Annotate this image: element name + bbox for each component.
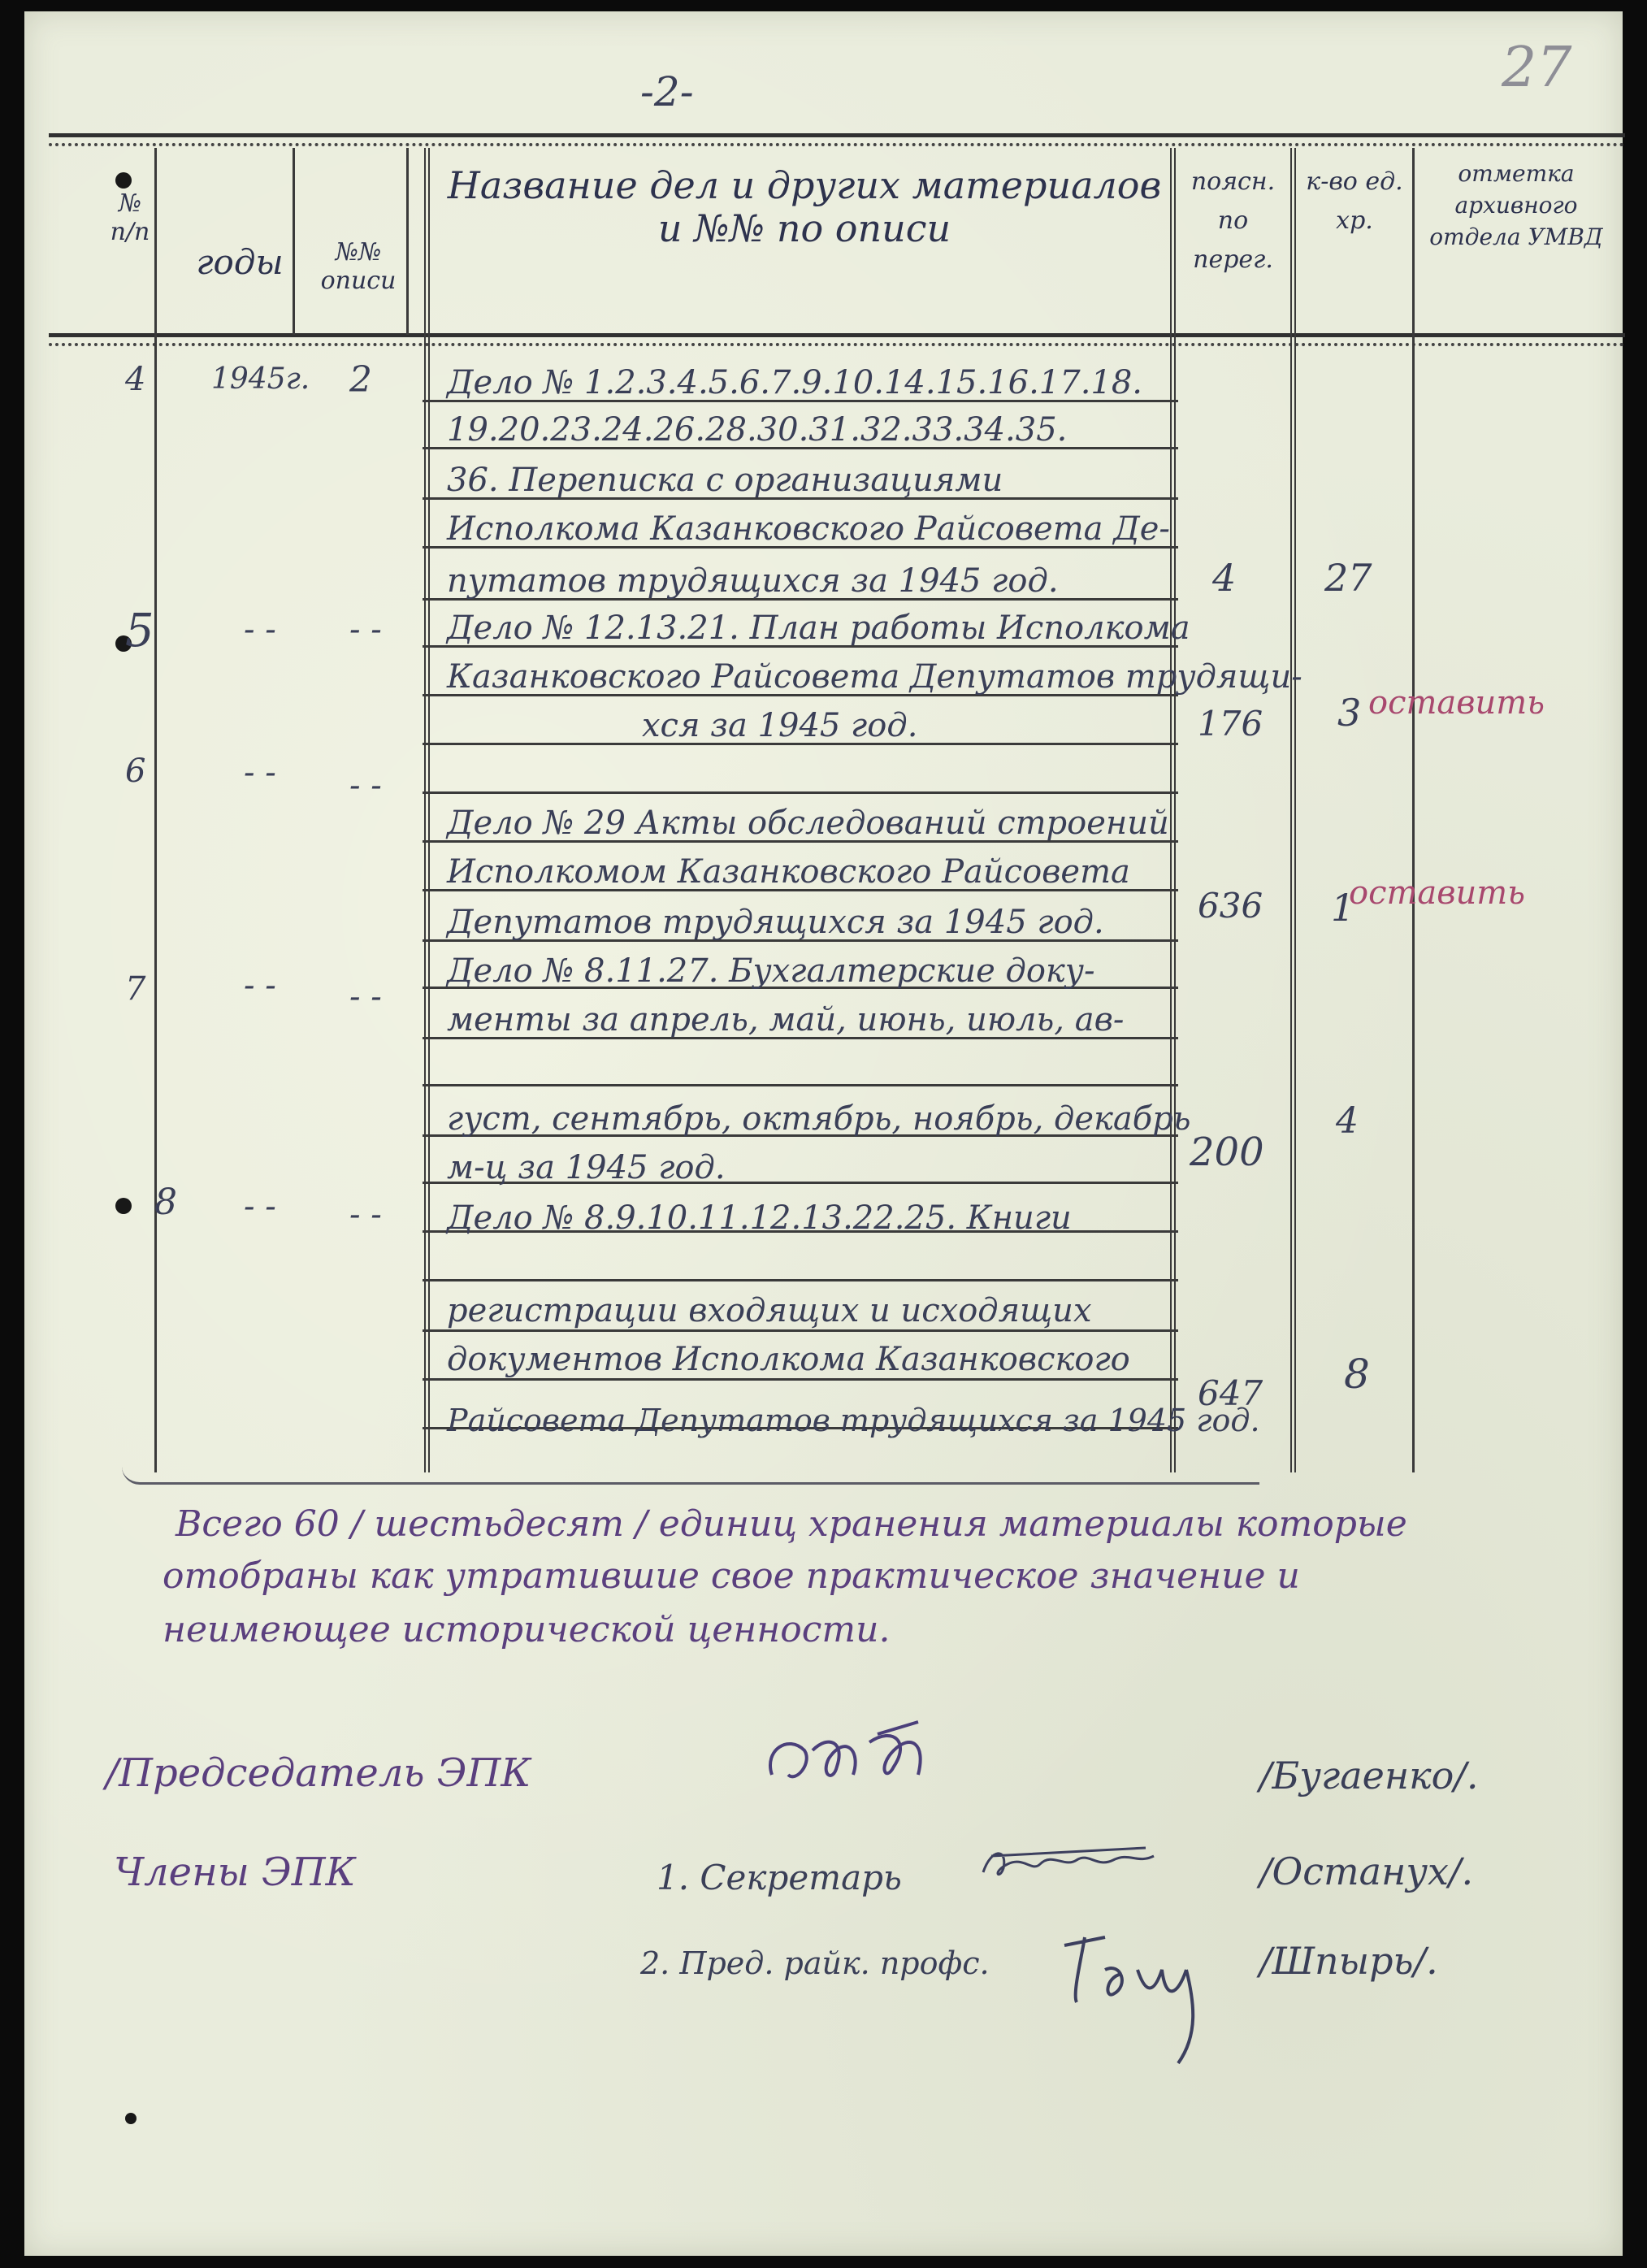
- row-text-line: Дело № 29 Акты обследований строений: [447, 804, 1169, 842]
- col-rule-3: [406, 148, 409, 335]
- row-num: 6: [125, 752, 146, 790]
- row-text-line: Райсовета Депутатов трудящихся за 1945 год.: [447, 1403, 1260, 1438]
- row-text-line: хся за 1945 год.: [642, 707, 918, 744]
- row-text-line: Дело № 12.13.21. План работы Исполкома: [447, 609, 1190, 647]
- row-count: 1: [1331, 886, 1355, 930]
- row-num: 8: [154, 1182, 177, 1223]
- table-top-rule-dotted: [49, 143, 1625, 146]
- header-num: № п/п: [110, 189, 150, 246]
- row-year: - -: [244, 754, 276, 791]
- row-inventory: - -: [349, 978, 382, 1016]
- row-inventory: - -: [349, 611, 382, 648]
- row-text-line: Казанковского Райсовета Депутатов трудящи-: [447, 658, 1302, 696]
- row-count: 4: [1336, 1100, 1359, 1142]
- row-text-line: менты за апрель, май, июнь, июль, ав-: [447, 1001, 1125, 1039]
- row-text-line: 19.20.23.24.26.28.30.31.32.33.34.35.: [447, 411, 1068, 449]
- col-rule-1: [154, 148, 157, 1472]
- row-text-line: Исполкомом Казанковского Райсовета: [447, 853, 1130, 891]
- row-text-line: м-ц за 1945 год.: [447, 1149, 726, 1186]
- row-year: - -: [244, 1188, 276, 1225]
- header-title: Название дел и других материалов и №№ по описи: [447, 163, 1162, 250]
- page-number: -2-: [640, 68, 694, 115]
- row-num: 4: [125, 361, 146, 398]
- summary-line: отобраны как утратившие свое практическое значение и: [163, 1555, 1300, 1597]
- header-count: к-во ед. хр.: [1306, 167, 1403, 235]
- row-count: 8: [1344, 1351, 1370, 1398]
- row-explanation: 200: [1190, 1130, 1264, 1175]
- row-explanation: 176: [1198, 704, 1263, 744]
- table-top-rule: [49, 133, 1625, 137]
- row-text-line: Депутатов трудящихся за 1945 год.: [447, 904, 1104, 941]
- row-text-line: 36. Переписка с организациями: [447, 462, 1003, 499]
- row-year: - -: [244, 967, 276, 1004]
- members-label: Члены ЭПК: [114, 1850, 356, 1895]
- row-count: 3: [1337, 691, 1362, 735]
- row-text-line: густ, сентябрь, октябрь, ноябрь, декабрь: [447, 1100, 1191, 1138]
- header-archive-mark: отметка архивного отдела УМВД: [1429, 160, 1603, 251]
- row-text-line: Дело № 8.11.27. Бухгалтерские доку-: [447, 952, 1095, 990]
- row-year: - -: [244, 611, 276, 648]
- col-rule-5: [1170, 148, 1176, 1472]
- chairman-name: /Бугаенко/.: [1259, 1754, 1479, 1797]
- row-text-line: Дело № 8.9.10.11.12.13.22.25. Книги: [447, 1199, 1072, 1237]
- table-bottom-bracket: [122, 1458, 1259, 1485]
- document-page: [24, 11, 1623, 2256]
- row-explanation: 636: [1198, 886, 1263, 926]
- row-num: 7: [125, 970, 146, 1008]
- row-text-line: Дело № 1.2.3.4.5.6.7.9.10.14.15.16.17.18.: [447, 364, 1143, 401]
- row-inventory: - -: [349, 1196, 382, 1234]
- header-bottom-rule-dotted: [49, 343, 1625, 346]
- col-rule-2: [293, 148, 295, 335]
- row-text-line: регистрации входящих и исходящих: [447, 1292, 1092, 1329]
- row-num: 5: [125, 605, 154, 657]
- archive-sheet-number: 27: [1502, 36, 1572, 100]
- col-rule-4: [424, 148, 430, 1472]
- header-explanation: поясн. по перег.: [1190, 167, 1276, 274]
- member1-role: 1. Секретарь: [657, 1858, 902, 1897]
- row-text-line: путатов трудящихся за 1945 год.: [447, 562, 1059, 600]
- row-archive-mark: оставить: [1349, 874, 1526, 912]
- col-rule-7: [1412, 148, 1415, 1472]
- member2-name: /Шпырь/.: [1259, 1939, 1438, 1983]
- summary-line: Всего 60 / шестьдесят / единиц хранения материалы которые: [176, 1503, 1407, 1545]
- member2-role: 2. Пред. райк. профс.: [640, 1945, 990, 1981]
- col-rule-6: [1290, 148, 1296, 1472]
- row-explanation: 647: [1198, 1373, 1263, 1413]
- header-inventory: №№ описи: [320, 238, 397, 295]
- member1-signature: [975, 1832, 1170, 1889]
- chairman-label: /Председатель ЭПК: [106, 1750, 531, 1796]
- row-inventory: 2: [349, 359, 372, 401]
- chairman-signature: [756, 1718, 943, 1807]
- member2-signature: [1056, 1921, 1219, 2067]
- member1-name: /Останух/.: [1259, 1850, 1474, 1893]
- header-bottom-rule: [49, 333, 1625, 337]
- header-years: годы: [196, 242, 284, 282]
- row-explanation: 4: [1212, 556, 1237, 600]
- punch-hole: [125, 2113, 137, 2124]
- punch-hole: [115, 1198, 132, 1214]
- summary-line: неимеющее исторической ценности.: [163, 1609, 891, 1650]
- row-inventory: - -: [349, 767, 382, 804]
- punch-hole: [115, 172, 132, 189]
- row-year: 1945г.: [211, 362, 310, 396]
- row-count: 27: [1324, 556, 1372, 600]
- row-archive-mark: оставить: [1368, 684, 1545, 722]
- row-text-line: Исполкома Казанковского Райсовета Де-: [447, 510, 1170, 548]
- row-text-line: документов Исполкома Казанковского: [447, 1341, 1130, 1378]
